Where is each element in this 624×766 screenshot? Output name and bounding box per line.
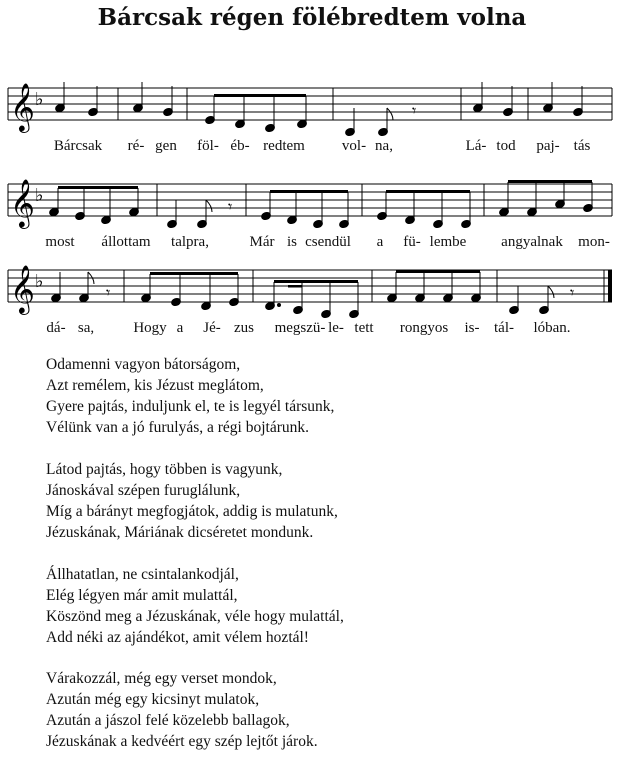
stanza-line: Jézuskának, Máriának dicséretet mondunk. bbox=[46, 524, 314, 541]
lyric-syllable: tál- bbox=[494, 320, 514, 336]
lyric-syllable: tett bbox=[354, 320, 374, 336]
music-stave-3 bbox=[0, 262, 624, 342]
lyric-syllable: lóban. bbox=[533, 320, 571, 336]
lyric-syllable: redtem bbox=[263, 138, 305, 154]
stanza-line: Míg a bárányt megfogjátok, addig is mulatunk, bbox=[46, 503, 338, 520]
lyric-syllable: zus bbox=[234, 320, 254, 336]
stanza-line: Jánoskával szépen furuglálunk, bbox=[46, 482, 241, 499]
lyric-syllable: éb- bbox=[230, 138, 250, 154]
stanza-2 bbox=[46, 459, 338, 543]
stanza-line: Látod pajtás, hogy többen is vagyunk, bbox=[46, 461, 283, 478]
lyric-syllable: Már bbox=[249, 234, 275, 250]
lyric-syllable: na, bbox=[375, 138, 393, 154]
stanza-line: Azt remélem, kis Jézust meglátom, bbox=[46, 377, 264, 394]
staff-notation-1 bbox=[0, 80, 624, 170]
lyric-syllable: gen bbox=[155, 138, 177, 154]
stanza-3 bbox=[46, 564, 344, 648]
lyric-syllable: lembe bbox=[429, 234, 467, 250]
stanza-line: Elég légyen már amit mulattál, bbox=[46, 587, 238, 604]
lyric-syllable: állottam bbox=[101, 234, 151, 250]
lyric-syllable: most bbox=[45, 234, 75, 250]
flat-key-icon: ♭ bbox=[35, 271, 44, 292]
stanza-4 bbox=[46, 668, 318, 752]
eighth-rest-icon: 𝄾 bbox=[228, 197, 233, 216]
lyric-syllable: angyalnak bbox=[501, 234, 563, 250]
treble-clef-icon: 𝄞 bbox=[10, 178, 35, 227]
stanza-line: Jézuskának a kedvéért egy szép lejtőt járok. bbox=[46, 733, 318, 750]
stanza-line: Állhatatlan, ne csintalankodjál, bbox=[46, 566, 239, 583]
stanza-1 bbox=[46, 354, 334, 438]
stanza-line: Vélünk van a jó furulyás, a régi bojtárunk. bbox=[46, 419, 309, 436]
stanza-line: Azután még egy kicsinyt mulatok, bbox=[46, 691, 260, 708]
lyric-syllable: le- bbox=[328, 320, 344, 336]
lyric-syllable: is bbox=[286, 234, 298, 250]
lyric-syllable: a bbox=[376, 234, 384, 250]
treble-clef-icon: 𝄞 bbox=[10, 264, 35, 313]
lyric-syllable: Jé- bbox=[203, 320, 221, 336]
lyric-syllable: sa, bbox=[77, 320, 95, 336]
eighth-rest-icon: 𝄾 bbox=[412, 101, 417, 120]
stanza-line: Köszönd meg a Jézuskának, véle hogy mulattál, bbox=[46, 608, 344, 625]
lyric-syllable: Hogy bbox=[133, 320, 167, 336]
lyric-syllable: tod bbox=[496, 138, 516, 154]
treble-clef-icon: 𝄞 bbox=[10, 82, 35, 131]
lyric-syllable: fü- bbox=[403, 234, 421, 250]
eighth-rest-icon: 𝄾 bbox=[570, 283, 575, 302]
flat-key-icon: ♭ bbox=[35, 89, 44, 110]
lyric-syllable: tás bbox=[573, 138, 591, 154]
lyric-syllable: Lá- bbox=[465, 138, 487, 154]
lyric-syllable: rongyos bbox=[399, 320, 449, 336]
dot bbox=[278, 304, 281, 307]
stanza-line: Azután a jászol felé közelebb ballagok, bbox=[46, 712, 290, 729]
lyric-syllable: mon- bbox=[578, 234, 610, 250]
lyric-syllable: Bárcsak bbox=[53, 138, 103, 154]
flat-key-icon: ♭ bbox=[35, 185, 44, 206]
lyric-syllable: a bbox=[176, 320, 184, 336]
final-barline bbox=[608, 270, 612, 302]
music-stave-2 bbox=[0, 176, 624, 256]
lyric-syllable: vol- bbox=[341, 138, 367, 154]
stanza-line: Add néki az ajándékot, amit vélem hoztál! bbox=[46, 629, 309, 646]
song-title: Bárcsak régen fölébredtem volna bbox=[97, 4, 527, 31]
lyric-syllable: csendül bbox=[305, 234, 351, 250]
lyric-syllable: föl- bbox=[197, 138, 219, 154]
stanza-line: Gyere pajtás, induljunk el, te is legyél társunk, bbox=[46, 398, 335, 415]
lyric-syllable: talpra, bbox=[171, 234, 209, 250]
stanza-line: Várakozzál, még egy verset mondok, bbox=[46, 670, 277, 687]
lyric-syllable: megszü- bbox=[274, 320, 326, 336]
stanza-line: Odamenni vagyon bátorságom, bbox=[46, 356, 241, 373]
music-stave-1 bbox=[0, 80, 624, 170]
lyric-syllable: paj- bbox=[536, 138, 560, 154]
lyric-syllable: is- bbox=[464, 320, 480, 336]
eighth-rest-icon: 𝄾 bbox=[106, 283, 111, 302]
lyric-syllable: ré- bbox=[127, 138, 145, 154]
lyric-syllable: dá- bbox=[46, 320, 66, 336]
